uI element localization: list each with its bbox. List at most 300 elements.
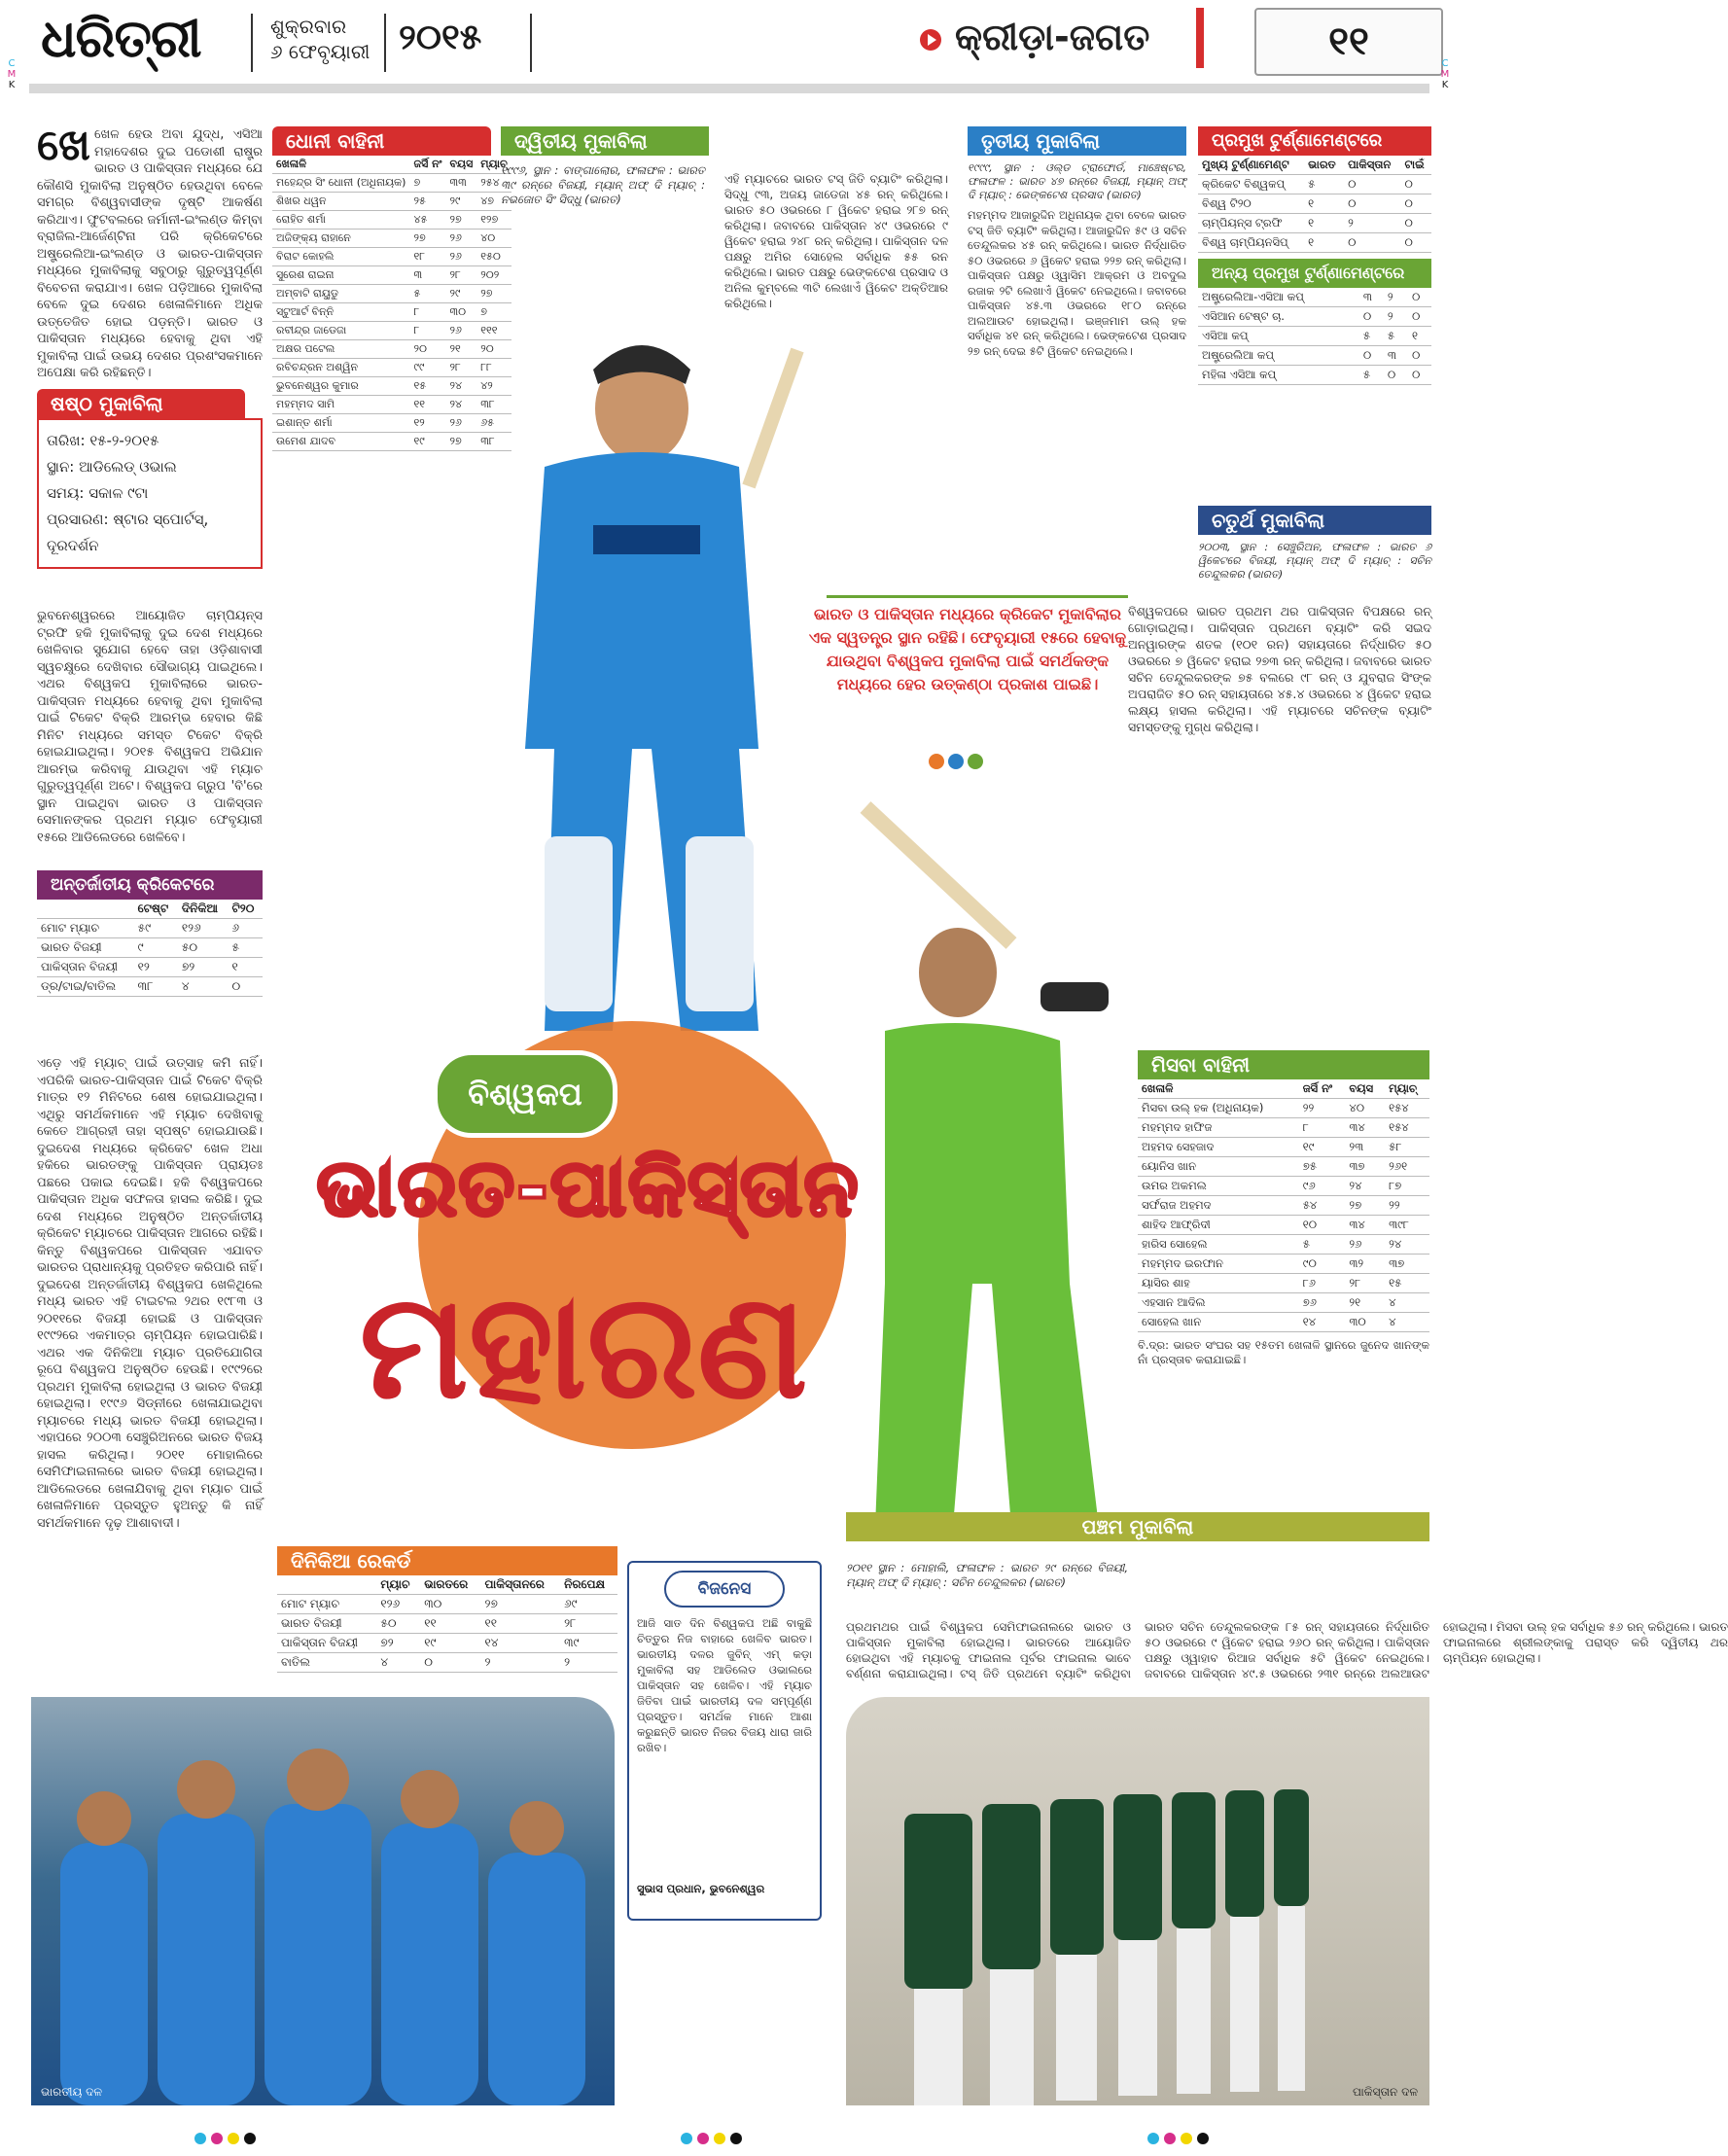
misbah-table-note: ବି.ଦ୍ର: ଭାରତ ସଂଘର ସହ ୧୫ତମ ଖେଳାଳି ସ୍ଥାନରେ ଜୁନେଦ ଖାନଙ୍କ ନାଁ ପ୍ରସ୍ତାବ କରାଯାଇଛି।	[1138, 1338, 1429, 1366]
table-cell: ଉମେଶ ଯାଦବ	[272, 433, 409, 451]
registration-mark: C M K	[7, 58, 17, 90]
table-cell: ୮	[409, 322, 445, 340]
color-dots	[929, 754, 1006, 773]
table-cell: ୩୦	[420, 1595, 480, 1614]
pakistan-team-photo	[846, 1697, 1429, 2105]
table-row	[272, 285, 511, 303]
table-cell: ସୋହେଲ ଖାନ	[1138, 1313, 1299, 1332]
dhoni-photo	[486, 292, 797, 1050]
india-team-photo	[31, 1697, 615, 2105]
main-tournaments	[1198, 156, 1431, 253]
table-cell: ୩୨	[1345, 1255, 1385, 1274]
table-cell: ୦	[1384, 366, 1408, 385]
table-cell: ୧୮	[409, 248, 445, 266]
table-row	[1138, 1293, 1429, 1313]
table-cell: ହାରିସ ସୋହେଲ	[1138, 1235, 1299, 1255]
misbah-table	[1138, 1079, 1429, 1332]
table-cell: ୦	[1401, 233, 1432, 253]
table-row	[1198, 366, 1431, 385]
table-row	[272, 322, 511, 340]
table-cell: ୨୪	[446, 377, 477, 396]
fifth-match-info: ୨୦୧୧ ସ୍ଥାନ : ମୋହାଲି, ଫଳାଫଳ : ଭାରତ ୨୯ ରନ୍‌ରେ ବିଜୟୀ, ମ୍ୟାନ୍ ଅଫ୍ ଦି ମ୍ୟାଚ୍ : ସଚିନ ତେନ୍ଦୁଲକର (ଭାରତ)	[846, 1561, 1128, 1589]
table-cell: ୨୬	[446, 322, 477, 340]
table-cell: ୨୯	[446, 193, 477, 211]
table-row	[1198, 233, 1431, 253]
table-cell: ୨୦	[476, 340, 511, 359]
table-cell: ୨	[1384, 307, 1408, 327]
table-cell: ମହିଳା ଏସିଆ କପ୍	[1198, 366, 1359, 385]
intl-table-title: ଅନ୍ତର୍ଜାତୀୟ କ୍ରିକେଟରେ	[37, 870, 263, 900]
table-cell: ୪୫	[409, 211, 445, 230]
table-header: ଦିନିକିଆ	[178, 900, 229, 919]
table-cell: ୨୬	[446, 248, 477, 266]
table-header: ବୟସ	[446, 156, 477, 174]
table-row	[1198, 156, 1431, 175]
table-header: ନିରପେକ୍ଷ	[560, 1575, 617, 1595]
odi-table-title: ଦିନିକିଆ ରେକର୍ଡ	[277, 1546, 617, 1575]
table-cell: ୮୬	[1299, 1274, 1346, 1293]
masthead-divider	[384, 14, 386, 72]
table-header: ଭାରତ	[1304, 156, 1344, 175]
table-row	[1198, 288, 1431, 307]
table-cell: ୦	[1344, 233, 1400, 253]
table-cell: ୨୯	[446, 285, 477, 303]
table-cell: ୨୦	[409, 340, 445, 359]
table-row	[272, 303, 511, 322]
table-cell: ୭୨	[178, 958, 229, 977]
table-cell: ୨୮	[1345, 1274, 1385, 1293]
table-cell: ୩	[1359, 288, 1384, 307]
table-cell: ରବୀନ୍ଦ୍ର ଜାଡେଜା	[272, 322, 409, 340]
match-time: ସମୟ: ସକାଳ ୯ଟା	[47, 484, 149, 502]
table-header: ଜର୍ସି ନଂ	[1299, 1079, 1346, 1099]
table-header: ଟି୨୦	[228, 900, 263, 919]
table-cell: ୧୧୧	[476, 322, 511, 340]
table-cell: ୩୪	[1345, 1216, 1385, 1235]
table-cell: ୩୭	[1385, 1255, 1429, 1274]
table-cell: ଏହସାନ ଆଦିଲ	[1138, 1293, 1299, 1313]
table-cell: ଅମ୍ବାଟି ରାୟୁଡୁ	[272, 285, 409, 303]
dhoni-table	[272, 156, 511, 451]
table-cell: ମିସବା ଉଲ୍ ହକ (ଅଧିନାୟକ)	[1138, 1099, 1299, 1118]
table-cell: ଚାମ୍ପିୟନ୍ସ ଟ୍ରଫି	[1198, 214, 1304, 233]
table-cell: ୨୬	[446, 230, 477, 248]
table-cell: ୨	[481, 1653, 561, 1673]
table-row	[272, 359, 511, 377]
table-cell: ୟାସିର ଶାହ	[1138, 1274, 1299, 1293]
table-cell: ୪୦	[476, 230, 511, 248]
table-header: ବୟସ	[1345, 1079, 1385, 1099]
table-cell: ୩୩	[446, 174, 477, 193]
issue-day: ଶୁକ୍ରବାର	[270, 15, 347, 38]
table-row	[1138, 1274, 1429, 1293]
masthead-divider	[530, 14, 532, 72]
table-cell: ୦	[1408, 307, 1431, 327]
table-cell: ୫	[1384, 327, 1408, 346]
table-cell: ୧୫୦	[476, 248, 511, 266]
table-header: ଖେଳାଳି	[272, 156, 409, 174]
table-cell: ବିଶ୍ୱ ଟି୨୦	[1198, 194, 1304, 214]
tournaments-title: ପ୍ରମୁଖ ଟୁର୍ଣ୍ଣାମେଣ୍ଟରେ	[1198, 126, 1431, 156]
table-header: ପାକିସ୍ତାନ	[1344, 156, 1400, 175]
table-cell: ୮୮	[476, 359, 511, 377]
misbah-squad-table	[1138, 1050, 1429, 1367]
table-cell: ୪୨	[476, 377, 511, 396]
table-cell: ଅକ୍ଷର ପଟେଲ	[272, 340, 409, 359]
third-match-title: ତୃତୀୟ ମୁକାବିଲା	[968, 126, 1186, 156]
table-cell: ୪	[178, 977, 229, 997]
table-cell: ୦	[1359, 346, 1384, 366]
table-row	[272, 211, 511, 230]
table-row	[1198, 327, 1431, 346]
table-cell: ୧୨୬	[178, 919, 229, 938]
table-cell: ୪୦	[1345, 1099, 1385, 1118]
table-cell: ୪	[1385, 1313, 1429, 1332]
table-row	[1138, 1099, 1429, 1118]
table-row	[1138, 1313, 1429, 1332]
tournaments-table	[1198, 126, 1431, 385]
table-cell: ୯୯	[409, 359, 445, 377]
dhoni-table-title: ଧୋନୀ ବାହିନୀ	[272, 126, 491, 156]
table-cell: ୩୦	[446, 303, 477, 322]
table-cell: ୭୨	[376, 1634, 420, 1653]
table-cell: ୨୪	[1345, 1177, 1385, 1196]
bijnes-text: ଆଜି ସାତ ଦିନ ବିଶ୍ୱକପ ଅଛି ବାକୁଛି ଚିତ୍ତୁର ନିଜ ବାହାରେ ଖେଳିବ ଭାରତ। ଭାରତୀୟ ଦଳର ଜୁବିନ୍ ଏମ୍ କଡ଼ା ମୁକାବିଲା ସହ ଆଡିଲେଡ ଓଭାଲରେ ପାକିସ୍ତାନ ସହ ଖେଳିବ। ଏହି ମ୍ୟାଚ ଜିତିବା ପାଇଁ ଭାରତୀୟ ଦଳ ସମ୍ପୂର୍ଣ୍ଣ ପ୍ରସ୍ତୁତ। ସମର୍ଥକ ମାନେ ଆଶା କରୁଛନ୍ତି ଭାରତ ନିଜର ବିଜୟ ଧାରା ଜାରି ରଖିବ।	[637, 1616, 812, 1754]
table-cell: ୯୬	[1299, 1177, 1346, 1196]
sixth-match-box	[37, 389, 263, 583]
bijnes-title: ବିଜନେସ	[664, 1571, 785, 1608]
table-cell: ୨୨	[1299, 1099, 1346, 1118]
batsman-illustration	[846, 778, 1138, 1537]
table-cell: ୭	[409, 174, 445, 193]
table-row	[1198, 307, 1431, 327]
table-row	[1138, 1196, 1429, 1216]
table-cell: ୨୭	[446, 211, 477, 230]
fourth-match-section	[1198, 506, 1431, 582]
table-cell: ୨୧	[446, 340, 477, 359]
table-cell: ୨୪	[446, 396, 477, 414]
table-cell: ୨୭	[409, 230, 445, 248]
misbah-table-title: ମିସବା ବାହିନୀ	[1138, 1050, 1429, 1079]
banner-tag: ବିଶ୍ୱକପ	[433, 1050, 617, 1138]
table-row	[272, 414, 511, 433]
table-cell: ଭାରତ ବିଜୟୀ	[277, 1614, 376, 1634]
table-cell: ୫୪	[1299, 1196, 1346, 1216]
table-cell: ଅଜିଙ୍କ୍ୟ ରାହାନେ	[272, 230, 409, 248]
intro-text: ଖେଳ ହେଉ ଅବା ଯୁଦ୍ଧ, ଏସିଆ ମହାଦେଶର ଦୁଇ ପଡୋଶୀ ରାଷ୍ଟ୍ର ଭାରତ ଓ ପାକିସ୍ତାନ ମଧ୍ୟରେ ଯେ କୌଣସି ମୁକାବିଲା ଅନୁଷ୍ଠିତ ହେଉଥିବା ବେଳେ ସମଗ୍ର ବିଶ୍ୱବାସୀଙ୍କ ଦୃଷ୍ଟି ଆକର୍ଷଣ କରିଥାଏ। ଫୁଟବଲରେ ଜର୍ମାନୀ-ଇଂଲଣ୍ଡ କିମ୍ବା ବ୍ରାଜିଲ-ଆର୍ଜେଣ୍ଟିନା ପରି କ୍ରିକେଟରେ ଅଷ୍ଟ୍ରେଲିଆ-ଇଂଲଣ୍ଡ ଓ ଭାରତ-ପାକିସ୍ତାନ ମଧ୍ୟରେ ମୁକାବିଲାକୁ ସବୁଠାରୁ ଗୁରୁତ୍ୱପୂର୍ଣ୍ଣ ବିବେଚନା କରାଯାଏ। ଖେଳ ପଡ଼ିଆରେ ମୁକାବିଲା ବେଳେ ଦୁଇ ଦେଶର ଖେଳାଳିମାନେ ଅଧିକ ଉତ୍ତେଜିତ ହୋଇ ପଡ଼ନ୍ତି। ଭାରତ ଓ ପାକିସ୍ତାନ ମଧ୍ୟରେ ହେବାକୁ ଥିବା ଏହି ମୁକାବିଲା ପାଇଁ ଉଭୟ ଦେଶର ପ୍ରଶଂସକମାନେ ଅପେକ୍ଷା କରି ରହିଛନ୍ତି।	[37, 127, 263, 380]
table-cell: ସୁରେଶ ରାଇନା	[272, 266, 409, 285]
table-row	[1198, 214, 1431, 233]
table-cell: ପାକିସ୍ତାନ ବିଜୟୀ	[277, 1634, 376, 1653]
table-cell: ୪	[376, 1653, 420, 1673]
table-row	[1138, 1216, 1429, 1235]
table-cell: ୮	[1299, 1118, 1346, 1138]
india-team-figures	[31, 1697, 615, 2105]
table-cell: ୧୫	[1385, 1274, 1429, 1293]
table-row	[272, 174, 511, 193]
registration-mark: C M K	[1440, 58, 1450, 90]
sixth-match-title: ଷଷ୍ଠ ମୁକାବିଲା	[37, 389, 245, 418]
table-row	[272, 156, 511, 174]
table-row	[1198, 346, 1431, 366]
table-row	[272, 396, 511, 414]
masthead-divider	[251, 14, 253, 72]
table-cell: ଉମର ଅକମଲ	[1138, 1177, 1299, 1196]
sixth-match-details	[37, 418, 263, 569]
table-cell: ୨୮	[446, 359, 477, 377]
table-cell: ମହମ୍ମଦ ଇରଫାନ	[1138, 1255, 1299, 1274]
table-cell: ୨୫	[409, 193, 445, 211]
table-cell: ୩୦	[1345, 1313, 1385, 1332]
dhoni-squad-table	[272, 126, 508, 451]
table-header	[277, 1575, 376, 1595]
table-cell: ୩୯	[560, 1634, 617, 1653]
third-match-section	[968, 126, 1186, 539]
table-cell: ୨୬	[1345, 1235, 1385, 1255]
table-cell: ୩୮	[476, 396, 511, 414]
table-cell: ୨୭	[476, 285, 511, 303]
second-match-text: ଏହି ମ୍ୟାଚରେ ଭାରତ ଟସ୍ ଜିତି ବ୍ୟାଟିଂ କରିଥିଲା। ସିଦ୍ଧୁ ୯୩, ଅଜୟ ଜାଡେଜା ୪୫ ରନ୍ କରିଥିଲେ। ଭାରତ ୫୦ ଓଭରରେ ୮ ୱିକେଟ ହରାଇ ୨୮୭ ରନ୍ କରିଥିଲା। ଜବାବରେ ପାକିସ୍ତାନ ୪୯ ଓଭରରେ ୯ ୱିକେଟ ହରାଇ ୨୪୮ ରନ୍ କରିଥିଲା। ପାକିସ୍ତାନ ଦଳ ପକ୍ଷରୁ ଅମିର ସୋହେଲ ସର୍ବାଧିକ ୫୫ ରନ କରିଥିଲେ। ଭାରତ ପକ୍ଷରୁ ଭେଙ୍କଟେଶ ପ୍ରସାଦ ଓ ଅନିଲ କୁମ୍ବଲେ ୩ଟି ଲେଖାଏଁ ୱିକେଟ ଅକ୍ତିଆର କରିଥିଲେ।	[724, 172, 948, 310]
table-cell: ୫୮	[1385, 1138, 1429, 1157]
table-cell: ୨	[560, 1653, 617, 1673]
table-cell: ୧୫୪	[1385, 1118, 1429, 1138]
table-row	[272, 266, 511, 285]
table-row	[1198, 194, 1431, 214]
table-cell: ୫	[409, 285, 445, 303]
table-cell: ୧	[1304, 233, 1344, 253]
table-cell: ଭାରତ ବିଜୟୀ	[37, 938, 134, 958]
table-row	[272, 193, 511, 211]
table-header: ପାକିସ୍ତାନରେ	[481, 1575, 561, 1595]
table-cell: ଇଶାନ୍ତ ଶର୍ମା	[272, 414, 409, 433]
table-row	[37, 919, 263, 938]
table-cell: ବିରାଟ କୋହଲି	[272, 248, 409, 266]
table-cell: ୫୦	[376, 1614, 420, 1634]
table-header: ମୁଖ୍ୟ ଟୁର୍ଣ୍ଣାମେଣ୍ଟ	[1198, 156, 1304, 175]
second-match-info: ୧୯୯୬, ସ୍ଥାନ : ବାଙ୍ଗାଲୋର, ଫଳାଫଳ : ଭାରତ ୩୯ ରନ୍‌ରେ ବିଜୟୀ, ମ୍ୟାନ୍ ଅଫ୍ ଦି ମ୍ୟାଚ୍ : ନଭଜୋତ ସିଂ ସିଦ୍ଧୁ (ଭାରତ)	[501, 163, 705, 206]
table-cell: ମୋଟ ମ୍ୟାଚ	[37, 919, 134, 938]
table-cell: ୮୭	[1385, 1177, 1429, 1196]
table-row	[272, 248, 511, 266]
table-row	[1138, 1118, 1429, 1138]
table-cell: ୫	[1359, 327, 1384, 346]
bijnes-byline: ସୁଭାସ ପ୍ରଧାନ, ଭୁବନେଶ୍ୱର	[637, 1882, 765, 1895]
table-cell: ୦	[1408, 288, 1431, 307]
table-header: ମ୍ୟାଚ୍	[1385, 1079, 1429, 1099]
fifth-match-title: ପଞ୍ଚମ ମୁକାବିଲା	[846, 1512, 1429, 1541]
fifth-match-section	[846, 1512, 1429, 1541]
table-header: ଭାରତରେ	[420, 1575, 480, 1595]
section-bullet-icon	[920, 29, 941, 51]
table-cell: ୫	[1304, 175, 1344, 194]
table-header: ଟେଷ୍ଟ	[134, 900, 178, 919]
table-cell: ୬୫	[476, 414, 511, 433]
table-cell: ୨	[1384, 288, 1408, 307]
table-cell: ୦	[1408, 366, 1431, 385]
table-cell: ୭୬	[1299, 1293, 1346, 1313]
table-cell: ୨୨	[1385, 1196, 1429, 1216]
table-row	[1138, 1157, 1429, 1177]
color-bar	[681, 2130, 797, 2143]
table-cell: ୨୭	[1345, 1196, 1385, 1216]
table-row	[1138, 1079, 1429, 1099]
table-row	[37, 977, 263, 997]
table-header: ଖେଳାଳି	[1138, 1079, 1299, 1099]
table-cell: ୧	[1304, 214, 1344, 233]
india-photo-caption: ଭାରତୀୟ ଦଳ	[41, 2085, 103, 2099]
table-cell: ରବିଚନ୍ଦ୍ରନ ଅଶ୍ୱିନ	[272, 359, 409, 377]
table-cell: ୨୧	[1345, 1293, 1385, 1313]
table-cell: ୩୮	[476, 433, 511, 451]
table-cell: ବିଶ୍ୱ ଚାମ୍ପିୟନସିପ୍	[1198, 233, 1304, 253]
table-cell: ମୋଟ ମ୍ୟାଚ	[277, 1595, 376, 1614]
table-cell: ସ୍ଟୁଆର୍ଟ ବିନ୍ନି	[272, 303, 409, 322]
table-row	[37, 900, 263, 919]
table-row	[37, 938, 263, 958]
table-header	[37, 900, 134, 919]
table-cell: ରୋହିତ ଶର୍ମା	[272, 211, 409, 230]
batsman-illustration	[486, 292, 797, 1050]
table-cell: ୧	[1408, 327, 1431, 346]
table-row	[1138, 1255, 1429, 1274]
third-match-text: ମହମ୍ମଦ ଆଜାରୁଦ୍ଦିନ ଅଧିନାୟକ ଥିବା ବେଳେ ଭାରତ ଟସ୍ ଜିତି ବ୍ୟାଟିଂ କରିଥିଲା। ଆଜାରୁଦ୍ଦିନ ୫୯ ଓ ସଚିନ ତେନ୍ଦୁଲକର ୪୫ ରନ୍ କରିଥିଲେ। ଭାରତ ନିର୍ଦ୍ଧାରିତ ୫୦ ଓଭରରେ ୬ ୱିକେଟ ହରାଇ ୨୨୭ ରନ୍ କରିଥିଲା। ପାକିସ୍ତାନ ପକ୍ଷରୁ ଓ୍ୱାସିମ ଆକ୍ରମ ଓ ଅବଦୁଲ ରଜାକ ୨ଟି ଲେଖାଏଁ ୱିକେଟ ନେଇଥିଲେ। ଜବାବରେ ପାକିସ୍ତାନ ୪୫.୩ ଓଭରରେ ୧୮୦ ରନ୍‌ରେ ଅଲଆଉଟ ହୋଇଥିଲା। ଇଞ୍ଜମାମ ଉଲ୍ ହକ ସର୍ବାଧିକ ୪୧ ରନ୍ କରିଥିଲେ। ଭେଙ୍କଟେଶ ପ୍ରସାଦ ୨୭ ରନ୍ ଦେଇ ୫ଟି ୱିକେଟ ନେଇଥିଲେ।	[968, 208, 1186, 358]
second-match-title: ଦ୍ୱିତୀୟ ମୁକାବିଲା	[501, 126, 709, 156]
table-row	[272, 230, 511, 248]
table-cell: ୬୯	[560, 1595, 617, 1614]
table-cell: ୧୨	[134, 958, 178, 977]
table-cell: ସର୍ଫରାଜ ଅହମଦ	[1138, 1196, 1299, 1216]
other-tournaments-title: ଅନ୍ୟ ପ୍ରମୁଖ ଟୁର୍ଣ୍ଣାମେଣ୍ଟରେ	[1198, 259, 1431, 288]
intro-article	[37, 121, 263, 380]
table-cell: ୦	[1344, 175, 1400, 194]
table-header: ମ୍ୟାଚ୍	[476, 156, 511, 174]
fourth-match-info: ୨୦୦୩, ସ୍ଥାନ : ସେଞ୍ଚୁରିଅନ, ଫଳାଫଳ : ଭାରତ ୬ ୱିକେଟରେ ବିଜୟୀ, ମ୍ୟାନ୍ ଅଫ୍ ଦି ମ୍ୟାଚ୍ : ସଚିନ ତେନ୍ଦୁଲକର (ଭାରତ)	[1198, 541, 1431, 581]
section-title: କ୍ରୀଡ଼ା-ଜଗତ	[955, 16, 1150, 58]
table-cell: ୧୯	[409, 433, 445, 451]
table-cell: ୧୫	[409, 377, 445, 396]
table-cell: ୩୪	[1345, 1118, 1385, 1138]
table-cell: ୬	[228, 919, 263, 938]
table-cell: ୨୮	[446, 266, 477, 285]
table-cell: ଅଷ୍ଟ୍ରେଲିଆ କପ୍	[1198, 346, 1359, 366]
table-cell: ବାତିଲ	[277, 1653, 376, 1673]
col1-article-continued: ଏଡ଼େ ଏହି ମ୍ୟାଚ୍ ପାଇଁ ଉତ୍ସାହ କମି ନାହିଁ। ଏପରିକି ଭାରତ-ପାକିସ୍ତାନ ପାଇଁ ଟିକେଟ ବିକ୍ରି ମାତ୍ର ୧୨ ମିନିଟରେ ଶେଷ ହୋଇଯାଇଥିଲା। ଏଥିରୁ ସମର୍ଥକମାନେ ଏହି ମ୍ୟାଚ ଦେଖିବାକୁ କେତେ ଆଗ୍ରହୀ ତାହା ସ୍ପଷ୍ଟ ହୋଇଯାଉଛି। ଦୁଇଦେଶ ମଧ୍ୟରେ କ୍ରିକେଟ ଖେଳ ଅଧା ହକିରେ ଭାରତଙ୍କୁ ପାକିସ୍ତାନ ପ୍ରାୟତଃ ପଛରେ ପକାଇ ଦେଇଛି। ହକି ବିଶ୍ୱକପରେ ପାକିସ୍ତାନ ଅଧିକ ସଫଳତା ହାସଲ କରିଛି। ଦୁଇ ଦେଶ ମଧ୍ୟରେ ଅନୁଷ୍ଠିତ ଅନ୍ତର୍ଜାତୀୟ କ୍ରିକେଟ ମ୍ୟାଚରେ ପାକିସ୍ତାନ ଆଗରେ ରହିଛି। କିନ୍ତୁ ବିଶ୍ୱକପରେ ପାକିସ୍ତାନ ଏଯାବତ ଭାରତର ପ୍ରାଧାନ୍ୟକୁ ପ୍ରତିହତ କରିପାରି ନାହିଁ। ଦୁଇଦେଶ ଅନ୍ତର୍ଜାତୀୟ ବିଶ୍ୱକପ ଖେଳିଥିଲେ ମଧ୍ୟ ଭାରତ ଏହି ଟାଇଟଲ ୨ଥର ୧୯୮୩ ଓ ୨୦୧୧ରେ ବିଜୟୀ ହୋଇଛି ଓ ପାକିସ୍ତାନ ୧୯୯୨ରେ ଏକମାତ୍ର ଚାମ୍ପିୟନ ହୋଇପାରିଛି। ଏଥର ଏକ ଦିନିକିଆ ମ୍ୟାଚ ପ୍ରତିଯୋଗିତା ରୂପେ ବିଶ୍ୱକପ ଅନୁଷ୍ଠିତ ହେଉଛି। ୧୯୯୨ରେ ପ୍ରଥମ ମୁକାବିଲା ହୋଇଥିଲା ଓ ଭାରତ ବିଜୟୀ ହୋଇଥିଲା। ୧୯୯୬ ସିଡ୍ନୀରେ ଖେଳାଯାଇଥିବା ମ୍ୟାଚରେ ମଧ୍ୟ ଭାରତ ବିଜୟୀ ହୋଇଥିଲା। ଏହାପରେ ୨୦୦୩ ସେଞ୍ଚୁରିଅନରେ ଭାରତ ବିଜୟ ହାସଲ କରିଥିଲା। ୨୦୧୧ ମୋହାଲିରେ ସେମିଫାଇନାଲରେ ଭାରତ ବିଜୟୀ ହୋଇଥିଲା। ଆଡିଲେଡରେ ଖେଳାଯିବାକୁ ଥିବା ମ୍ୟାଚ ପାଇଁ ଖେଳାଳିମାନେ ପ୍ରସ୍ତୁତ ହୁଅନ୍ତୁ କି ନାହିଁ ସମର୍ଥକମାନେ ଦୃଢ଼ ଆଶାବାଦୀ।	[37, 1056, 263, 1531]
table-cell: ୧୯	[1299, 1138, 1346, 1157]
odi-record-table	[277, 1546, 617, 1673]
issue-year: ୨୦୧୫	[399, 18, 482, 57]
table-cell: ଅହମଦ ସେହଜାଦ	[1138, 1138, 1299, 1157]
table-cell: ୫	[228, 938, 263, 958]
table-row	[277, 1653, 617, 1673]
table-cell: ୫୯	[134, 919, 178, 938]
table-cell: ଡ୍ର/ଟାଇ/ବାତିଲ	[37, 977, 134, 997]
table-cell: ୟୋନିସ ଖାନ	[1138, 1157, 1299, 1177]
table-cell: ୧୧	[420, 1614, 480, 1634]
pakistan-photo-caption: ପାକିସ୍ତାନ ଦଳ	[1353, 2085, 1418, 2099]
table-cell: ୧୯	[420, 1634, 480, 1653]
third-match-info: ୧୯୯୯, ସ୍ଥାନ : ଓଲ୍ଡ ଟ୍ରାଫୋର୍ଡ, ମାଞ୍ଚେଷ୍ଟର, ଫଳାଫଳ : ଭାରତ ୪୭ ରନ୍‌ରେ ବିଜୟୀ, ମ୍ୟାନ୍ ଅଫ୍ ଦି ମ୍ୟାଚ୍ : ଭେଙ୍କଟେଶ ପ୍ରସାଦ (ଭାରତ)	[968, 161, 1186, 201]
table-row	[277, 1614, 617, 1634]
table-cell: ୧୦	[1299, 1216, 1346, 1235]
table-cell: ୪୭	[476, 193, 511, 211]
bijnes-box	[627, 1561, 822, 1921]
fifth-match-text: ପ୍ରଥମଥର ପାଇଁ ବିଶ୍ୱକପ ସେମିଫାଇନାଲରେ ଭାରତ ଓ ପାକିସ୍ତାନ ମୁକାବିଲା ହୋଇଥିଲା। ଭାରତରେ ଆୟୋଜିତ ହୋଇଥିବା ଏହି ମ୍ୟାଚକୁ ଫାଇନାଲ ପୂର୍ବର ଫାଇନାଲ ଭାବେ ବର୍ଣ୍ଣନା କରାଯାଇଥିଲା। ଟସ୍ ଜିତି ପ୍ରଥମେ ବ୍ୟାଟିଂ କରିଥିବା ଭାରତ ସଚିନ ତେନ୍ଦୁଲକରଙ୍କ ୮୫ ରନ୍ ସହାୟତାରେ ନିର୍ଦ୍ଧାରିତ ୫୦ ଓଭରରେ ୯ ୱିକେଟ ହରାଇ ୨୬୦ ରନ୍ କରିଥିଲା। ପାକିସ୍ତାନ ପକ୍ଷରୁ ଓ୍ୱାହାବ ରିଆଜ ସର୍ବାଧିକ ୫ଟି ୱିକେଟ ନେଇଥିଲେ। ଜବାବରେ ପାକିସ୍ତାନ ୪୯.୫ ଓଭରରେ ୨୩୧ ରନ୍‌ରେ ଅଲଆଉଟ ହୋଇଥିଲା। ମିସବା ଉଲ୍ ହକ ସର୍ବାଧିକ ୫୬ ରନ୍ କରିଥିଲେ। ଭାରତ ଫାଇନାଲରେ ଶ୍ରୀଲଙ୍କାକୁ ପରାସ୍ତ କରି ଦ୍ୱିତୀୟ ଥର ଚାମ୍ପିୟନ ହୋଇଥିଲା।	[846, 1620, 1728, 1680]
table-cell: ୦	[420, 1653, 480, 1673]
issue-date	[270, 14, 370, 64]
table-cell: ୨୭	[446, 433, 477, 451]
col1-article: ଭୁବନେଶ୍ୱରରେ ଆୟୋଜିତ ଚାମ୍ପିୟନ୍ସ ଟ୍ରଫି ହକି ମୁକାବିଲାକୁ ଦୁଇ ଦେଶ ମଧ୍ୟରେ ଖେଳିବାର ସୁଯୋଗ ହେବେ ତାହା ଓଡ଼ିଶାବାସୀ ସ୍ୱଚକ୍ଷୁରେ ଦେଖିବାର ସୌଭାଗ୍ୟ ପାଇଥିଲେ। ଏଥର ବିଶ୍ୱକପ ମୁକାବିଲାରେ ଭାରତ-ପାକିସ୍ତାନ ମଧ୍ୟରେ ହେବାକୁ ଥିବା ମୁକାବିଲା ପାଇଁ ଟିକେଟ ବିକ୍ରି ଆରମ୍ଭ ହେବାର କିଛି ମିନିଟ ମଧ୍ୟରେ ସମସ୍ତ ଟିକେଟ ବିକ୍ରି ହୋଇଯାଇଥିଲା। ୨୦୧୫ ବିଶ୍ୱକପ ଅଭିଯାନ ଆରମ୍ଭ କରିବାକୁ ଯାଉଥିବା ଏହି ମ୍ୟାଚ ଗୁରୁତ୍ୱପୂର୍ଣ୍ଣ ଅଟେ। ବିଶ୍ୱକପ ଗ୍ରୁପ 'ବି'ରେ ସ୍ଥାନ ପାଇଥିବା ଭାରତ ଓ ପାକିସ୍ତାନ ସେମାନଙ୍କର ପ୍ରଥମ ମ୍ୟାଚ ଫେବୃୟାରୀ ୧୫ରେ ଆଡିଲେଡରେ ଖେଳିବେ।	[37, 609, 263, 845]
table-cell: ୧୨	[409, 414, 445, 433]
section-accent-bar	[1196, 8, 1204, 68]
table-cell: ୫୦	[178, 938, 229, 958]
intl-cricket-table	[37, 870, 263, 997]
table-row	[1138, 1177, 1429, 1196]
table-cell: ଶିଖର ଧୱନ	[272, 193, 409, 211]
quote-rule	[827, 595, 1128, 598]
intl-table	[37, 900, 263, 997]
table-cell: କ୍ରିକେଟ ବିଶ୍ୱକପ୍	[1198, 175, 1304, 194]
table-cell: ୨୩	[1345, 1138, 1385, 1157]
table-header: ମ୍ୟାଚ	[376, 1575, 420, 1595]
table-header: ଜର୍ସି ନଂ	[409, 156, 445, 174]
table-cell: ୧୪	[481, 1634, 561, 1653]
other-tournaments	[1198, 288, 1431, 385]
table-cell: ୧୫୪	[1385, 1099, 1429, 1118]
table-cell: ୧୨୭	[476, 211, 511, 230]
match-broadcast: ପ୍ରସାରଣ: ଷ୍ଟାର ସ୍ପୋର୍ଟସ୍, ଦୂରଦର୍ଶନ	[47, 511, 209, 554]
pakistan-team-figures	[846, 1697, 1429, 2105]
table-cell: ୩	[1384, 346, 1408, 366]
match-venue: ସ୍ଥାନ: ଆଡିଲେଡ୍ ଓଭାଲ	[47, 458, 177, 476]
table-row	[37, 958, 263, 977]
color-bar	[1147, 2130, 1264, 2143]
table-cell: ୫	[1359, 366, 1384, 385]
table-cell: ୨	[1344, 214, 1400, 233]
table-cell: ମହମ୍ମଦ ସାମି	[272, 396, 409, 414]
table-cell: ୦	[1344, 194, 1400, 214]
table-row	[272, 340, 511, 359]
pakistan-batsman-photo	[846, 778, 1138, 1537]
table-cell: ୭୫	[1299, 1157, 1346, 1177]
table-cell: ୦	[1401, 175, 1432, 194]
banner-line1: ଭାରତ-ପାକିସ୍ତାନ	[316, 1143, 861, 1233]
table-cell: ୨୬୧	[1385, 1157, 1429, 1177]
table-cell: ୫	[1299, 1235, 1346, 1255]
table-cell: ଶାହିଦ ଆଫ୍ରିଦୀ	[1138, 1216, 1299, 1235]
drop-cap: ଖେ	[37, 121, 90, 170]
table-cell: ୧	[228, 958, 263, 977]
fourth-match-title: ଚତୁର୍ଥ ମୁକାବିଲା	[1198, 506, 1431, 535]
table-cell: ଭୁବନେଶ୍ୱର କୁମାର	[272, 377, 409, 396]
table-row	[1198, 175, 1431, 194]
table-cell: ୦	[1401, 214, 1432, 233]
table-cell: ୦	[1359, 307, 1384, 327]
table-row	[272, 433, 511, 451]
table-cell: ୦	[228, 977, 263, 997]
table-cell: ୧୪	[1299, 1313, 1346, 1332]
table-cell: ୭	[476, 303, 511, 322]
table-cell: ୩	[409, 266, 445, 285]
table-cell: ଅଷ୍ଟ୍ରେଲିଆ-ଏସିଆ କପ୍	[1198, 288, 1359, 307]
table-cell: ୯	[134, 938, 178, 958]
page-number: ୧୧	[1254, 8, 1443, 76]
table-cell: ୦	[1401, 194, 1432, 214]
banner-line2: ମହାରଣ	[359, 1262, 808, 1431]
table-cell: ୧୧	[481, 1614, 561, 1634]
table-row	[277, 1595, 617, 1614]
table-row	[1138, 1235, 1429, 1255]
table-row	[277, 1634, 617, 1653]
